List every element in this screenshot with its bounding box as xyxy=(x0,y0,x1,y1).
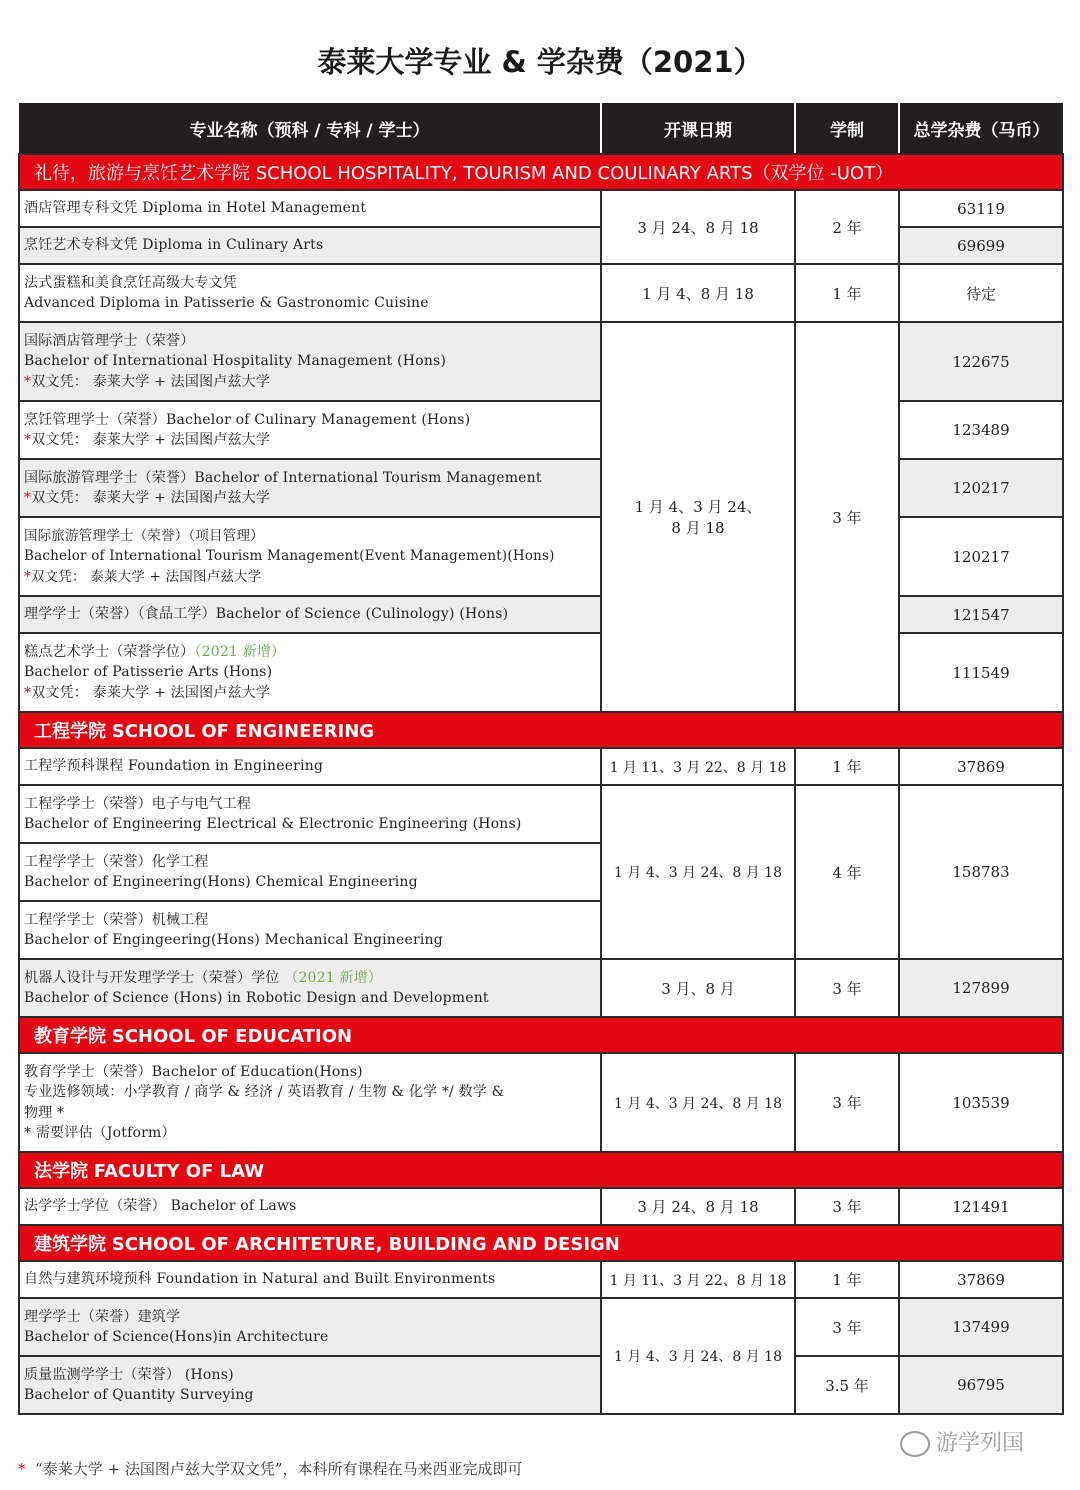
fee: 37869 xyxy=(899,1261,1063,1298)
program-name: 工程学预科课程 Foundation in Engineering xyxy=(19,748,601,785)
fee: 69699 xyxy=(899,227,1063,264)
table-row xyxy=(19,785,1063,843)
start-date: 1 月 4、3 月 24、8 月 18 xyxy=(601,322,795,712)
start-date: 1 月 4、3 月 24、8 月 18 xyxy=(601,785,795,959)
table-row xyxy=(19,1188,1063,1225)
header-program: 专业名称（预科 / 专科 / 学士） xyxy=(19,103,601,154)
start-date: 1 月 4、8 月 18 xyxy=(601,264,795,322)
table-row xyxy=(19,264,1063,322)
program-name: 理学学士（荣誉）建筑学 Bachelor of Science(Hons)in Architecture xyxy=(19,1298,601,1356)
fee: 96795 xyxy=(899,1356,1063,1414)
duration: 3.5 年 xyxy=(795,1356,899,1414)
fee-table xyxy=(18,103,1064,1415)
duration: 3 年 xyxy=(795,1053,899,1152)
table-row xyxy=(19,959,1063,1017)
fee: 120217 xyxy=(899,517,1063,596)
section-hospitality xyxy=(19,154,1063,190)
fee: 111549 xyxy=(899,633,1063,712)
header-duration: 学制 xyxy=(795,103,899,154)
start-date: 1 月 4、3 月 24、8 月 18 xyxy=(601,1298,795,1414)
section-law: 法学院 FACULTY OF LAW xyxy=(19,1152,1063,1188)
duration: 2 年 xyxy=(795,190,899,264)
table-row xyxy=(19,1053,1063,1152)
duration: 3 年 xyxy=(795,1298,899,1356)
table-row xyxy=(19,459,1063,517)
duration: 1 年 xyxy=(795,748,899,785)
program-name: 工程学学士（荣誉）化学工程 Bachelor of Engineering(Hons) Chemical Engineering xyxy=(19,843,601,901)
program-name: 国际酒店管理学士（荣誉） Bachelor of International Hospitality Management (Hons) *双文凭： 泰莱大学 + 法国图卢兹大学 xyxy=(19,322,601,401)
section-architecture: 建筑学院 SCHOOL OF ARCHITETURE, BUILDING AND DESIGN xyxy=(19,1225,1063,1261)
header-fee: 总学杂费（马币） xyxy=(899,103,1063,154)
program-name: 法式蛋糕和美食烹饪高级大专文凭 Advanced Diploma in Patisserie & Gastronomic Cuisine xyxy=(19,264,601,322)
footnote: * “泰莱大学 + 法国图卢兹大学双文凭”，本科所有课程在马来西亚完成即可 xyxy=(18,1460,523,1478)
start-date: 1 月 11、3 月 22、8 月 18 xyxy=(601,1261,795,1298)
start-date: 3 月 24、8 月 18 xyxy=(601,190,795,264)
table-header xyxy=(19,103,1063,154)
new-badge: （2021 新增） xyxy=(284,969,383,986)
header-start-date: 开课日期 xyxy=(601,103,795,154)
fee: 122675 xyxy=(899,322,1063,401)
table-row xyxy=(19,633,1063,712)
table-row xyxy=(19,1356,1063,1414)
new-badge: （2021 新增） xyxy=(194,643,286,660)
table-row xyxy=(19,596,1063,633)
program-name: 法学学士学位（荣誉） Bachelor of Laws xyxy=(19,1188,601,1225)
section-cn: 礼待，旅游与烹饪艺术学院 xyxy=(34,163,250,184)
section-en: SCHOOL HOSPITALITY, TOURISM AND COULINARY ARTS（双学位 -UOT） xyxy=(255,163,894,184)
program-name: 糕点艺术学士（荣誉学位）（2021 新增） Bachelor of Patisserie Arts (Hons) *双文凭： 泰莱大学 + 法国图卢兹大学 xyxy=(19,633,601,712)
start-date: 3 月、8 月 xyxy=(601,959,795,1017)
fee: 121491 xyxy=(899,1188,1063,1225)
table-row xyxy=(19,401,1063,459)
fee: 158783 xyxy=(899,785,1063,959)
duration: 3 年 xyxy=(795,322,899,712)
fee: 37869 xyxy=(899,748,1063,785)
table-row xyxy=(19,322,1063,401)
program-name: 理学学士（荣誉）（食品工学）Bachelor of Science (Culinology) (Hons) xyxy=(19,596,601,633)
fee: 103539 xyxy=(899,1053,1063,1152)
fee: 待定 xyxy=(899,264,1063,322)
watermark: 游学列国 xyxy=(900,1426,1024,1457)
program-name: 烹饪艺术专科文凭 Diploma in Culinary Arts xyxy=(19,227,601,264)
fee: 123489 xyxy=(899,401,1063,459)
program-name: 教育学学士（荣誉）Bachelor of Education(Hons) 专业选修领域：小学教育 / 商学 & 经济 / 英语教育 / 生物 & 化学 */ 数学 & 物理 * * 需要评估（Jotform） xyxy=(19,1053,601,1152)
table-row xyxy=(19,190,1063,227)
program-name: 烹饪管理学士（荣誉）Bachelor of Culinary Management (Hons) *双文凭： 泰莱大学 + 法国图卢兹大学 xyxy=(19,401,601,459)
duration: 4 年 xyxy=(795,785,899,959)
program-name: 酒店管理专科文凭 Diploma in Hotel Management xyxy=(19,190,601,227)
table-row xyxy=(19,1298,1063,1356)
start-date: 1 月 11、3 月 22、8 月 18 xyxy=(601,748,795,785)
program-name: 自然与建筑环境预科 Foundation in Natural and Built Environments xyxy=(19,1261,601,1298)
wechat-icon xyxy=(900,1431,930,1457)
fee: 63119 xyxy=(899,190,1063,227)
fee: 127899 xyxy=(899,959,1063,1017)
section-education: 教育学院 SCHOOL OF EDUCATION xyxy=(19,1017,1063,1053)
program-name: 机器人设计与开发理学学士（荣誉）学位 （2021 新增） Bachelor of Science (Hons) in Robotic Design and Development xyxy=(19,959,601,1017)
program-name: 国际旅游管理学士（荣誉）Bachelor of International Tourism Management *双文凭： 泰莱大学 + 法国图卢兹大学 xyxy=(19,459,601,517)
start-date: 3 月 24、8 月 18 xyxy=(601,1188,795,1225)
section-engineering: 工程学院 SCHOOL OF ENGINEERING xyxy=(19,712,1063,748)
program-name: 国际旅游管理学士（荣誉）（项目管理） Bachelor of International Tourism Management(Event Management)(Hons) *双文凭： 泰莱大学 + 法国图卢兹大学 xyxy=(19,517,601,596)
duration: 3 年 xyxy=(795,959,899,1017)
table-row xyxy=(19,748,1063,785)
duration: 1 年 xyxy=(795,264,899,322)
duration: 1 年 xyxy=(795,1261,899,1298)
table-row xyxy=(19,227,1063,264)
fee: 137499 xyxy=(899,1298,1063,1356)
table-row xyxy=(19,1261,1063,1298)
start-date: 1 月 4、3 月 24、8 月 18 xyxy=(601,1053,795,1152)
fee: 121547 xyxy=(899,596,1063,633)
program-name: 工程学学士（荣誉）机械工程 Bachelor of Engingeering(Hons) Mechanical Engineering xyxy=(19,901,601,959)
page-title: 泰莱大学专业 & 学杂费（2021） xyxy=(317,45,763,79)
table-row xyxy=(19,517,1063,596)
fee: 120217 xyxy=(899,459,1063,517)
program-name: 质量监测学学士（荣誉） (Hons) Bachelor of Quantity Surveying xyxy=(19,1356,601,1414)
duration: 3 年 xyxy=(795,1188,899,1225)
program-name: 工程学学士（荣誉）电子与电气工程 Bachelor of Engineering Electrical & Electronic Engineering (Hons) xyxy=(19,785,601,843)
